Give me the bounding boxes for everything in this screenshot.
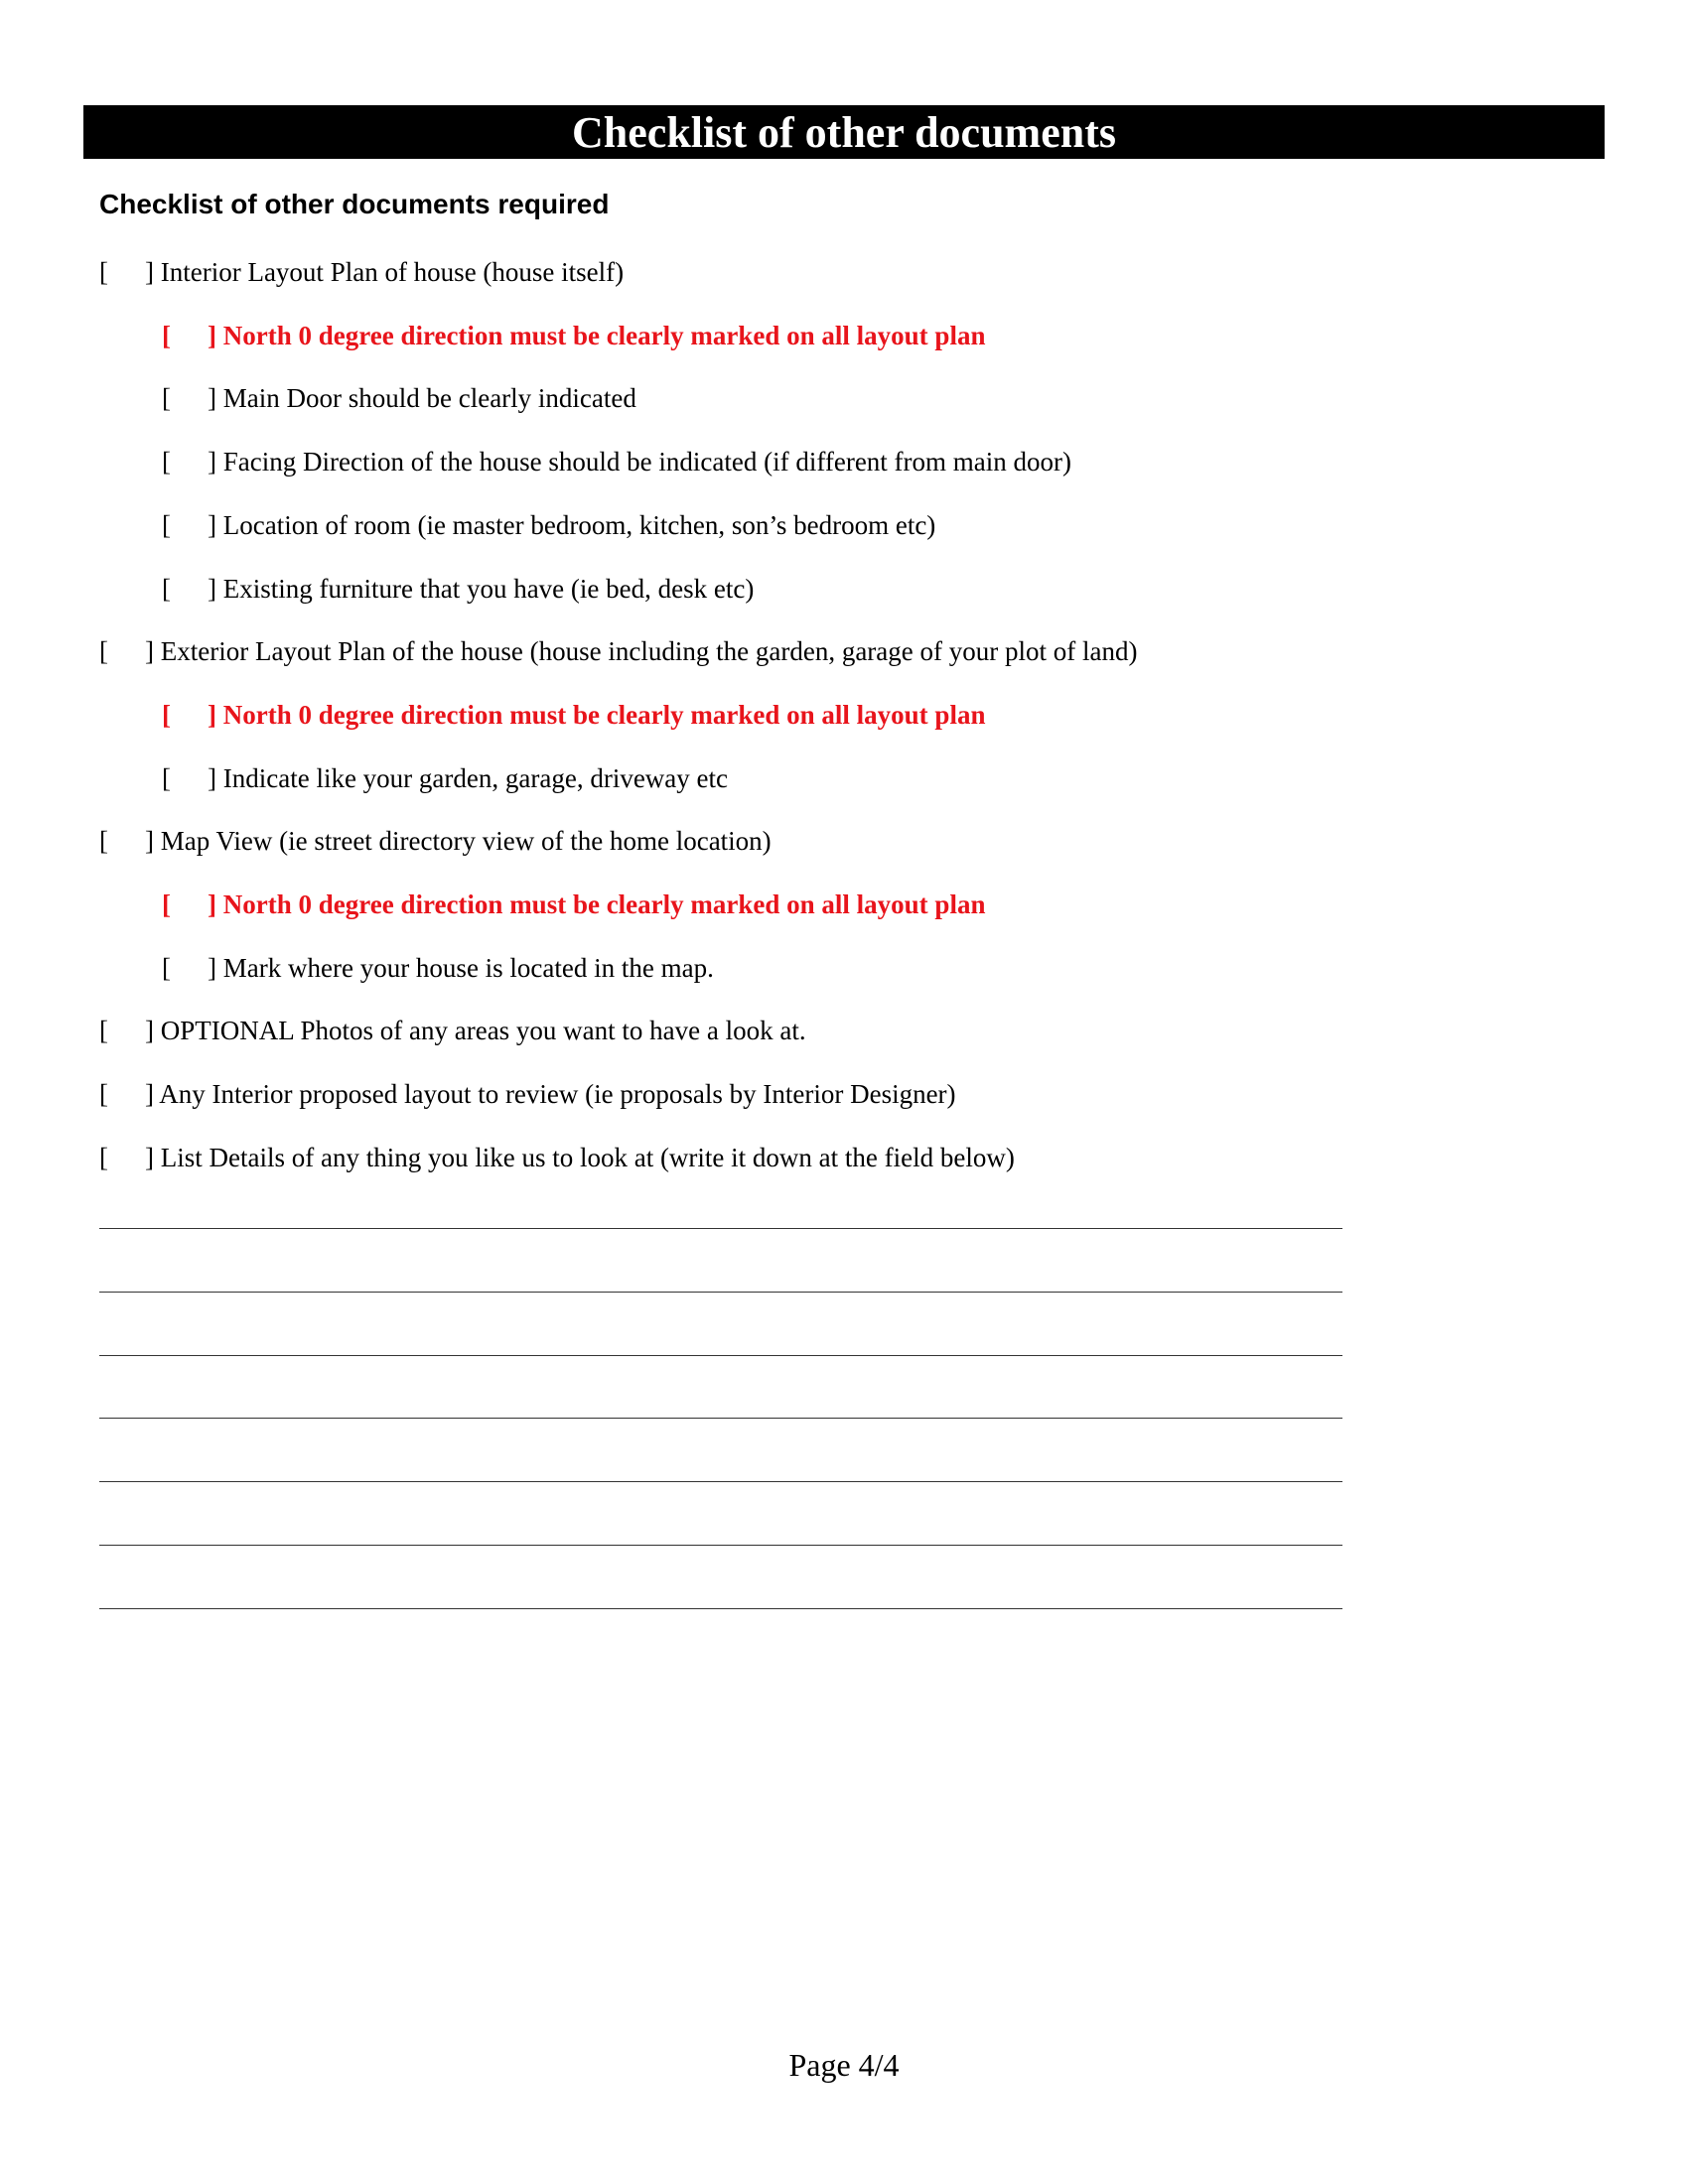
checklist-item — [99, 252, 624, 292]
write-in-line[interactable] — [99, 1228, 1342, 1229]
checklist-item — [99, 1074, 956, 1114]
checkbox-open-bracket[interactable]: [ — [162, 574, 171, 604]
checklist-item-label: Mark where your house is located in the map. — [222, 953, 714, 983]
write-in-line[interactable] — [99, 1355, 1342, 1356]
checkbox-open-bracket[interactable]: [ — [162, 763, 171, 793]
checklist-item — [99, 631, 1137, 671]
checkbox-close-bracket[interactable]: ] — [145, 257, 154, 287]
checklist-item — [162, 316, 985, 355]
checklist-item-label: Indicate like your garden, garage, driveway etc — [222, 763, 729, 793]
checkbox-close-bracket[interactable]: ] — [208, 510, 216, 540]
checklist-item — [162, 948, 714, 988]
section-title: Checklist of other documents — [572, 107, 1116, 157]
checklist-item — [99, 821, 772, 861]
checkbox-close-bracket[interactable]: ] — [208, 321, 216, 350]
checklist-item — [162, 378, 636, 418]
checklist-item-label: Facing Direction of the house should be indicated (if different from main door) — [222, 447, 1072, 477]
checklist-item-label: Existing furniture that you have (ie bed, desk etc) — [222, 574, 755, 604]
checklist-item-label: Exterior Layout Plan of the house (house including the garden, garage of your plot of land) — [160, 636, 1138, 666]
write-in-line[interactable] — [99, 1608, 1342, 1609]
checkbox-open-bracket[interactable]: [ — [162, 447, 171, 477]
checkbox-open-bracket[interactable]: [ — [99, 1016, 108, 1045]
checkbox-close-bracket[interactable]: ] — [145, 1079, 154, 1109]
checkbox-close-bracket[interactable]: ] — [208, 574, 216, 604]
checkbox-open-bracket[interactable]: [ — [162, 889, 171, 919]
checklist-item-label: North 0 degree direction must be clearly marked on all layout plan — [222, 889, 986, 919]
checklist-item-label: Location of room (ie master bedroom, kitchen, son’s bedroom etc) — [222, 510, 936, 540]
checklist-item-label: Interior Layout Plan of house (house itself) — [160, 257, 625, 287]
checklist-item-label: Main Door should be clearly indicated — [222, 383, 636, 413]
checkbox-open-bracket[interactable]: [ — [99, 826, 108, 856]
section-title-bar — [83, 105, 1605, 159]
write-in-line[interactable] — [99, 1418, 1342, 1419]
checkbox-open-bracket[interactable]: [ — [99, 1079, 108, 1109]
checkbox-open-bracket[interactable]: [ — [99, 1143, 108, 1172]
checkbox-close-bracket[interactable]: ] — [208, 700, 216, 730]
page-number: Page 4/4 — [788, 2047, 900, 2083]
checkbox-close-bracket[interactable]: ] — [208, 447, 216, 477]
checklist-item — [162, 442, 1071, 481]
checklist-item-label: North 0 degree direction must be clearly marked on all layout plan — [222, 700, 986, 730]
checklist-item-label: Map View (ie street directory view of the home location) — [160, 826, 772, 856]
checklist-item-label: OPTIONAL Photos of any areas you want to have a look at. — [160, 1016, 806, 1045]
checklist-item — [99, 1138, 1015, 1177]
checkbox-close-bracket[interactable]: ] — [208, 383, 216, 413]
checklist-item-label: List Details of any thing you like us to look at (write it down at the field below) — [160, 1143, 1015, 1172]
checkbox-open-bracket[interactable]: [ — [162, 383, 171, 413]
write-in-line[interactable] — [99, 1481, 1342, 1482]
checkbox-open-bracket[interactable]: [ — [99, 636, 108, 666]
checklist-item — [162, 695, 985, 735]
checkbox-close-bracket[interactable]: ] — [208, 889, 216, 919]
checklist-item — [162, 569, 754, 609]
checkbox-close-bracket[interactable]: ] — [145, 1143, 154, 1172]
checkbox-close-bracket[interactable]: ] — [145, 636, 154, 666]
checklist-item — [162, 758, 728, 798]
checkbox-close-bracket[interactable]: ] — [145, 1016, 154, 1045]
checkbox-open-bracket[interactable]: [ — [99, 257, 108, 287]
checkbox-open-bracket[interactable]: [ — [162, 510, 171, 540]
checkbox-close-bracket[interactable]: ] — [145, 826, 154, 856]
checklist-subheading: Checklist of other documents required — [99, 189, 610, 219]
checkbox-open-bracket[interactable]: [ — [162, 700, 171, 730]
checkbox-close-bracket[interactable]: ] — [208, 763, 216, 793]
checkbox-open-bracket[interactable]: [ — [162, 953, 171, 983]
write-in-line[interactable] — [99, 1545, 1342, 1546]
checklist-item-label: North 0 degree direction must be clearly marked on all layout plan — [222, 321, 986, 350]
checklist-item — [162, 885, 985, 924]
checklist-item — [99, 1011, 806, 1050]
checklist-item-label: Any Interior proposed layout to review (ie proposals by Interior Designer) — [159, 1079, 956, 1109]
checklist-item — [162, 505, 935, 545]
checkbox-close-bracket[interactable]: ] — [208, 953, 216, 983]
checkbox-open-bracket[interactable]: [ — [162, 321, 171, 350]
write-in-line[interactable] — [99, 1292, 1342, 1293]
